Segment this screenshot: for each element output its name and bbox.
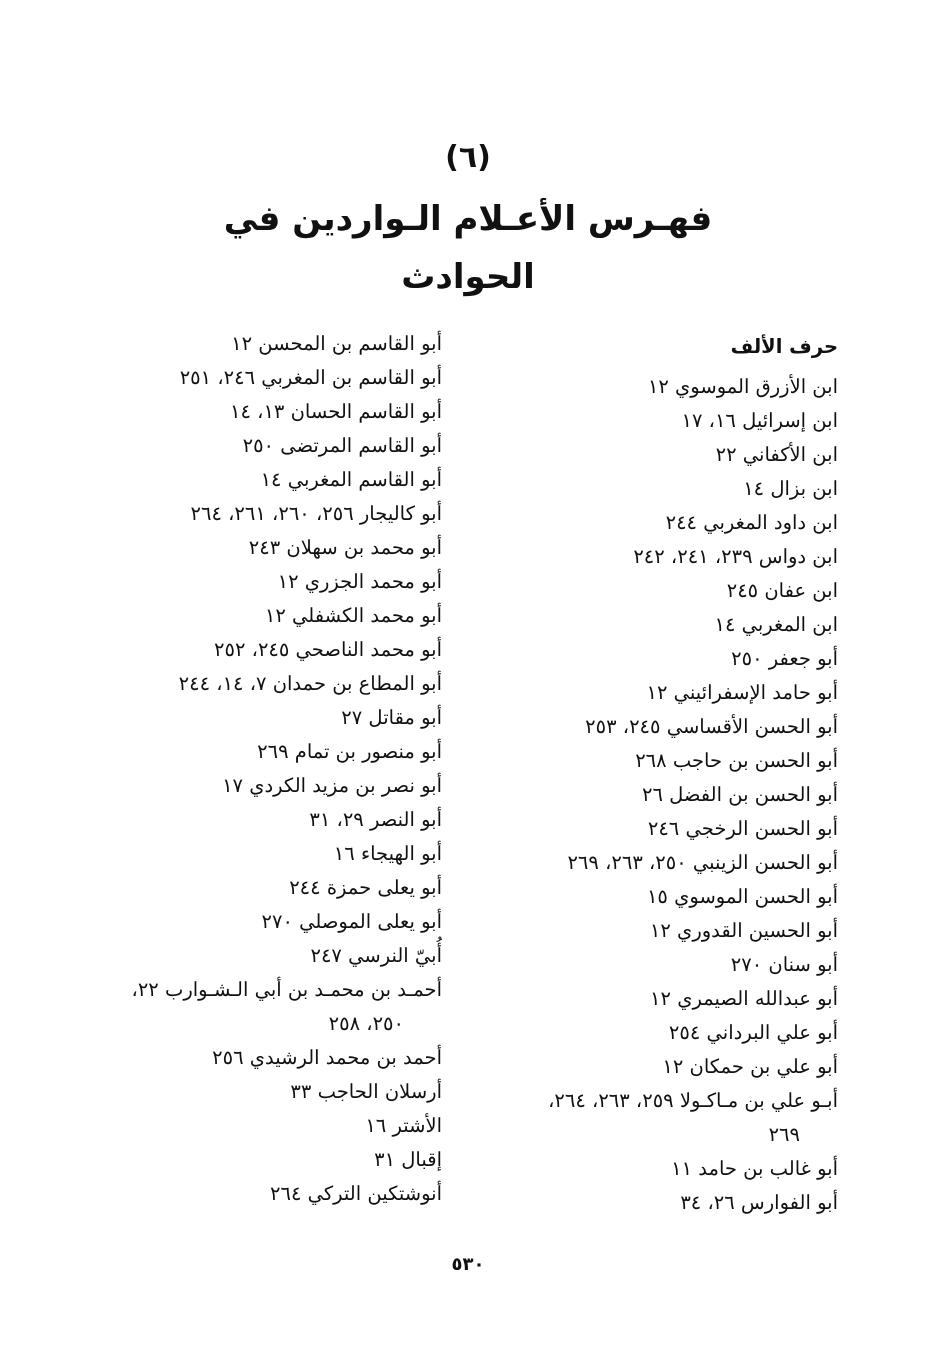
- index-entry: أبو علي البرداني ٢٥٤: [668, 1021, 838, 1044]
- index-entry: أحمـد بن محمـد بن أبي الـشـوارب ٢٢،: [131, 978, 442, 1001]
- letter-heading: حرف الألف: [730, 335, 838, 358]
- index-entry: ابن عفان ٢٤٥: [726, 579, 838, 602]
- index-entry: أبو الهيجاء ١٦: [333, 842, 442, 865]
- index-entry: أبو غالب بن حامد ١١: [671, 1157, 838, 1180]
- index-entry: أبو القاسم المرتضى ٢٥٠: [242, 434, 442, 457]
- index-entry: ابن المغربي ١٤: [714, 613, 838, 636]
- section-number: (٦): [445, 140, 491, 175]
- index-entry: أبو الحسن بن الفضل ٢٦: [641, 783, 838, 806]
- index-entry: أبـو علي بن مـاكـولا ٢٥٩، ٢٦٣، ٢٦٤،: [548, 1089, 838, 1112]
- index-entry: أبو المطاع بن حمدان ٧، ١٤، ٢٤٤: [178, 672, 442, 695]
- index-column-right: [488, 330, 838, 1220]
- index-entry: أبو محمد الكشفلي ١٢: [264, 604, 442, 627]
- index-entry: أبو الحسن الزينبي ٢٥٠، ٢٦٣، ٢٦٩: [567, 851, 838, 874]
- index-entry: أبو مقاتل ٢٧: [341, 706, 442, 729]
- index-entry: أبو كاليجار ٢٥٦، ٢٦٠، ٢٦١، ٢٦٤: [190, 502, 442, 525]
- index-entry: أبو الحسين القدوري ١٢: [649, 919, 838, 942]
- index-entry: أبو الحسن بن حاجب ٢٦٨: [635, 749, 838, 772]
- index-entry: ابن الأكفاني ٢٢: [715, 443, 838, 466]
- index-entry: ابن بزال ١٤: [743, 477, 838, 500]
- index-entry: أنوشتكين التركي ٢٦٤: [270, 1182, 442, 1205]
- index-entry: ابن داود المغربي ٢٤٤: [665, 511, 838, 534]
- index-entry: أبو محمد الناصحي ٢٤٥، ٢٥٢: [214, 638, 442, 661]
- index-entry: أبو الحسن الأقساسي ٢٤٥، ٢٥٣: [585, 715, 838, 738]
- index-entry: أبو محمد بن سهلان ٢٤٣: [248, 536, 442, 559]
- index-entry: أحمد بن محمد الرشيدي ٢٥٦: [212, 1046, 442, 1069]
- index-entry: أبو عبدالله الصيمري ١٢: [650, 987, 838, 1010]
- index-entry: أبو منصور بن تمام ٢٦٩: [257, 740, 442, 763]
- index-entry: الأشتر ١٦: [365, 1114, 442, 1137]
- index-entry: أبو القاسم بن المغربي ٢٤٦، ٢٥١: [179, 366, 442, 389]
- index-entry: إقبال ٣١: [374, 1148, 442, 1171]
- index-entry: أبو القاسم بن المحسن ١٢: [231, 332, 442, 355]
- index-entry: أبو الحسن الرخجي ٢٤٦: [647, 817, 838, 840]
- index-entry: أبو النصر ٢٩، ٣١: [309, 808, 442, 831]
- index-entry: أبو يعلى الموصلي ٢٧٠: [261, 910, 442, 933]
- title-line-2: الحوادث: [401, 257, 535, 297]
- index-column-left: [82, 327, 442, 1211]
- title-line-1: فهـرس الأعـلام الـواردين في: [223, 199, 713, 239]
- index-entry-continuation: ٢٦٩: [768, 1123, 800, 1146]
- index-entry: ابن دواس ٢٣٩، ٢٤١، ٢٤٢: [633, 545, 838, 568]
- page-title: [0, 190, 936, 306]
- index-entry: ابن الأزرق الموسوي ١٢: [647, 375, 838, 398]
- index-entry-continuation: ٢٥٠، ٢٥٨: [328, 1012, 404, 1035]
- index-entry: أبو حامد الإسفرائيني ١٢: [646, 681, 838, 704]
- index-entry: أُبيّ النرسي ٢٤٧: [310, 944, 442, 967]
- index-entry: أبو علي بن حمكان ١٢: [662, 1055, 838, 1078]
- index-entry: أرسلان الحاجب ٣٣: [290, 1080, 442, 1103]
- index-entry: أبو نصر بن مزيد الكردي ١٧: [222, 774, 442, 797]
- index-entry: أبو يعلى حمزة ٢٤٤: [289, 876, 442, 899]
- page-number: ٥٣٠: [451, 1254, 485, 1275]
- index-entry: أبو جعفر ٢٥٠: [731, 647, 838, 670]
- index-entry: أبو الفوارس ٢٦، ٣٤: [680, 1191, 838, 1214]
- index-entry: أبو سنان ٢٧٠: [730, 953, 838, 976]
- index-entry: أبو محمد الجزري ١٢: [277, 570, 442, 593]
- index-entry: ابن إسرائيل ١٦، ١٧: [681, 409, 838, 432]
- index-entry: أبو الحسن الموسوي ١٥: [646, 885, 838, 908]
- index-entry: أبو القاسم الحسان ١٣، ١٤: [229, 400, 442, 423]
- index-entry: أبو القاسم المغربي ١٤: [260, 468, 442, 491]
